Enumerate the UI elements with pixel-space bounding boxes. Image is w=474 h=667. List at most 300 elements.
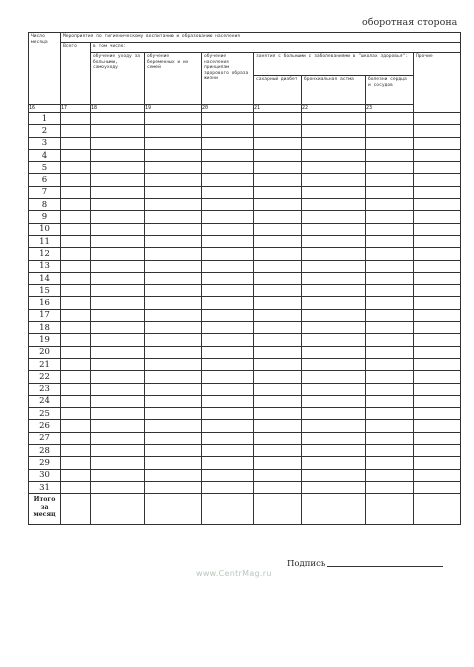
entry-cell[interactable] xyxy=(366,248,414,260)
entry-cell[interactable] xyxy=(414,260,461,272)
day-number: 9 xyxy=(29,211,61,223)
entry-cell[interactable] xyxy=(414,272,461,284)
entry-cell[interactable] xyxy=(302,149,366,161)
day-row xyxy=(29,445,461,457)
entry-cell[interactable] xyxy=(302,272,366,284)
entry-cell[interactable] xyxy=(414,309,461,321)
entry-cell[interactable] xyxy=(366,334,414,346)
entry-cell[interactable] xyxy=(202,371,254,383)
corner-label: оборотная сторона xyxy=(362,17,458,28)
entry-cell[interactable] xyxy=(145,297,202,309)
entry-cell[interactable] xyxy=(145,186,202,198)
entry-cell[interactable] xyxy=(414,322,461,334)
entry-cell[interactable] xyxy=(302,260,366,272)
day-row xyxy=(29,420,461,432)
day-number: 19 xyxy=(29,334,61,346)
day-number: 30 xyxy=(29,469,61,481)
entry-cell[interactable] xyxy=(145,235,202,247)
entry-cell[interactable] xyxy=(202,383,254,395)
entry-cell[interactable] xyxy=(202,457,254,469)
entry-cell[interactable] xyxy=(145,162,202,174)
entry-cell[interactable] xyxy=(302,457,366,469)
entry-cell[interactable] xyxy=(366,174,414,186)
entry-cell[interactable] xyxy=(414,334,461,346)
entry-cell[interactable] xyxy=(61,223,91,235)
entry-cell[interactable] xyxy=(202,235,254,247)
entry-cell[interactable] xyxy=(366,481,414,493)
entry-cell[interactable] xyxy=(302,358,366,370)
entry-cell[interactable] xyxy=(202,334,254,346)
entry-cell[interactable] xyxy=(202,125,254,137)
entry-cell[interactable] xyxy=(91,346,145,358)
entry-cell[interactable] xyxy=(202,309,254,321)
header-heart-disease: болезни сердца и сосудов xyxy=(366,76,414,105)
entry-cell[interactable] xyxy=(61,457,91,469)
entry-cell[interactable] xyxy=(302,346,366,358)
entry-cell[interactable] xyxy=(254,297,302,309)
entry-cell[interactable] xyxy=(145,223,202,235)
entry-cell[interactable] xyxy=(91,113,145,125)
entry-cell[interactable] xyxy=(61,162,91,174)
entry-cell[interactable] xyxy=(302,432,366,444)
entry-cell[interactable] xyxy=(61,469,91,481)
entry-cell[interactable] xyxy=(145,346,202,358)
entry-cell[interactable] xyxy=(254,334,302,346)
entry-cell[interactable] xyxy=(414,445,461,457)
entry-cell[interactable] xyxy=(61,322,91,334)
entry-cell[interactable] xyxy=(414,137,461,149)
day-number: 10 xyxy=(29,223,61,235)
entry-cell[interactable] xyxy=(302,408,366,420)
entry-cell[interactable] xyxy=(366,395,414,407)
entry-cell[interactable] xyxy=(91,211,145,223)
entry-cell[interactable] xyxy=(302,248,366,260)
entry-cell[interactable] xyxy=(302,285,366,297)
day-number: 27 xyxy=(29,432,61,444)
entry-cell[interactable] xyxy=(366,432,414,444)
entry-cell[interactable] xyxy=(61,481,91,493)
entry-cell[interactable] xyxy=(91,272,145,284)
entry-cell[interactable] xyxy=(366,125,414,137)
entry-cell[interactable] xyxy=(366,149,414,161)
day-number: 17 xyxy=(29,309,61,321)
entry-cell[interactable] xyxy=(302,211,366,223)
entry-cell[interactable] xyxy=(302,235,366,247)
entry-cell[interactable] xyxy=(202,199,254,211)
entry-cell[interactable] xyxy=(254,457,302,469)
entry-cell[interactable] xyxy=(91,260,145,272)
entry-cell[interactable] xyxy=(91,334,145,346)
entry-cell[interactable] xyxy=(414,113,461,125)
entry-cell[interactable] xyxy=(145,420,202,432)
entry-cell[interactable] xyxy=(202,322,254,334)
entry-cell[interactable] xyxy=(302,162,366,174)
entry-cell[interactable] xyxy=(61,137,91,149)
entry-cell[interactable] xyxy=(414,358,461,370)
column-number-row xyxy=(29,105,461,113)
entry-cell[interactable] xyxy=(366,285,414,297)
entry-cell[interactable] xyxy=(366,445,414,457)
entry-cell[interactable] xyxy=(302,371,366,383)
entry-cell[interactable] xyxy=(366,420,414,432)
entry-cell[interactable] xyxy=(202,358,254,370)
column-number: 16 xyxy=(29,105,61,113)
entry-cell[interactable] xyxy=(366,162,414,174)
entry-cell[interactable] xyxy=(414,285,461,297)
entry-cell[interactable] xyxy=(414,248,461,260)
entry-cell[interactable] xyxy=(202,469,254,481)
entry-cell[interactable] xyxy=(145,457,202,469)
entry-cell[interactable] xyxy=(254,174,302,186)
entry-cell[interactable] xyxy=(414,395,461,407)
entry-cell[interactable] xyxy=(254,371,302,383)
entry-cell[interactable] xyxy=(366,322,414,334)
column-number: 19 xyxy=(145,105,202,113)
entry-cell[interactable] xyxy=(61,432,91,444)
day-row xyxy=(29,149,461,161)
entry-cell[interactable] xyxy=(61,272,91,284)
entry-cell[interactable] xyxy=(202,211,254,223)
entry-cell[interactable] xyxy=(61,174,91,186)
entry-cell[interactable] xyxy=(302,113,366,125)
entry-cell[interactable] xyxy=(91,371,145,383)
entry-cell[interactable] xyxy=(91,149,145,161)
entry-cell[interactable] xyxy=(254,272,302,284)
entry-cell[interactable] xyxy=(202,149,254,161)
total-cell[interactable] xyxy=(254,494,302,525)
total-row xyxy=(29,494,461,525)
day-number: 2 xyxy=(29,125,61,137)
entry-cell[interactable] xyxy=(202,174,254,186)
entry-cell[interactable] xyxy=(202,395,254,407)
day-number: 31 xyxy=(29,481,61,493)
entry-cell[interactable] xyxy=(91,420,145,432)
entry-cell[interactable] xyxy=(414,235,461,247)
entry-cell[interactable] xyxy=(302,199,366,211)
entry-cell[interactable] xyxy=(366,469,414,481)
entry-cell[interactable] xyxy=(145,248,202,260)
entry-cell[interactable] xyxy=(61,395,91,407)
total-cell[interactable] xyxy=(61,494,91,525)
entry-cell[interactable] xyxy=(414,420,461,432)
entry-cell[interactable] xyxy=(202,346,254,358)
entry-cell[interactable] xyxy=(254,481,302,493)
entry-cell[interactable] xyxy=(414,432,461,444)
entry-cell[interactable] xyxy=(302,469,366,481)
entry-cell[interactable] xyxy=(414,186,461,198)
entry-cell[interactable] xyxy=(254,322,302,334)
entry-cell[interactable] xyxy=(254,420,302,432)
entry-cell[interactable] xyxy=(61,199,91,211)
entry-cell[interactable] xyxy=(414,174,461,186)
day-row xyxy=(29,395,461,407)
entry-cell[interactable] xyxy=(414,371,461,383)
entry-cell[interactable] xyxy=(254,186,302,198)
entry-cell[interactable] xyxy=(61,334,91,346)
entry-cell[interactable] xyxy=(254,309,302,321)
entry-cell[interactable] xyxy=(202,432,254,444)
entry-cell[interactable] xyxy=(254,113,302,125)
day-number: 26 xyxy=(29,420,61,432)
total-cell[interactable] xyxy=(302,494,366,525)
entry-cell[interactable] xyxy=(254,346,302,358)
day-number: 21 xyxy=(29,358,61,370)
entry-cell[interactable] xyxy=(91,469,145,481)
entry-cell[interactable] xyxy=(91,445,145,457)
entry-cell[interactable] xyxy=(254,408,302,420)
entry-cell[interactable] xyxy=(366,346,414,358)
entry-cell[interactable] xyxy=(366,260,414,272)
signature-label: Подпись xyxy=(287,559,326,569)
entry-cell[interactable] xyxy=(61,383,91,395)
entry-cell[interactable] xyxy=(254,199,302,211)
entry-cell[interactable] xyxy=(202,223,254,235)
entry-cell[interactable] xyxy=(414,199,461,211)
entry-cell[interactable] xyxy=(302,395,366,407)
entry-cell[interactable] xyxy=(61,113,91,125)
day-row xyxy=(29,346,461,358)
entry-cell[interactable] xyxy=(61,248,91,260)
entry-cell[interactable] xyxy=(61,358,91,370)
entry-cell[interactable] xyxy=(91,248,145,260)
entry-cell[interactable] xyxy=(61,309,91,321)
entry-cell[interactable] xyxy=(145,371,202,383)
entry-cell[interactable] xyxy=(91,199,145,211)
entry-cell[interactable] xyxy=(145,383,202,395)
column-number: 17 xyxy=(61,105,91,113)
entry-cell[interactable] xyxy=(254,235,302,247)
entry-cell[interactable] xyxy=(61,235,91,247)
entry-cell[interactable] xyxy=(145,358,202,370)
entry-cell[interactable] xyxy=(145,432,202,444)
entry-cell[interactable] xyxy=(91,174,145,186)
entry-cell[interactable] xyxy=(61,186,91,198)
entry-cell[interactable] xyxy=(302,137,366,149)
total-cell[interactable] xyxy=(202,494,254,525)
entry-cell[interactable] xyxy=(302,297,366,309)
entry-cell[interactable] xyxy=(61,297,91,309)
entry-cell[interactable] xyxy=(91,481,145,493)
entry-cell[interactable] xyxy=(202,113,254,125)
entry-cell[interactable] xyxy=(145,137,202,149)
entry-cell[interactable] xyxy=(202,420,254,432)
day-row xyxy=(29,334,461,346)
entry-cell[interactable] xyxy=(366,408,414,420)
entry-cell[interactable] xyxy=(91,358,145,370)
day-rows xyxy=(29,113,461,494)
entry-cell[interactable] xyxy=(302,223,366,235)
entry-cell[interactable] xyxy=(302,383,366,395)
entry-cell[interactable] xyxy=(254,260,302,272)
entry-cell[interactable] xyxy=(254,445,302,457)
day-row xyxy=(29,371,461,383)
entry-cell[interactable] xyxy=(91,162,145,174)
entry-cell[interactable] xyxy=(302,334,366,346)
entry-cell[interactable] xyxy=(202,481,254,493)
entry-cell[interactable] xyxy=(254,211,302,223)
entry-cell[interactable] xyxy=(202,162,254,174)
entry-cell[interactable] xyxy=(254,395,302,407)
entry-cell[interactable] xyxy=(366,358,414,370)
entry-cell[interactable] xyxy=(91,285,145,297)
entry-cell[interactable] xyxy=(145,445,202,457)
entry-cell[interactable] xyxy=(366,383,414,395)
entry-cell[interactable] xyxy=(366,211,414,223)
entry-cell[interactable] xyxy=(61,260,91,272)
entry-cell[interactable] xyxy=(366,186,414,198)
entry-cell[interactable] xyxy=(302,309,366,321)
entry-cell[interactable] xyxy=(91,395,145,407)
entry-cell[interactable] xyxy=(254,162,302,174)
entry-cell[interactable] xyxy=(366,297,414,309)
day-row xyxy=(29,248,461,260)
entry-cell[interactable] xyxy=(202,445,254,457)
total-cell[interactable] xyxy=(366,494,414,525)
entry-cell[interactable] xyxy=(302,186,366,198)
entry-cell[interactable] xyxy=(145,481,202,493)
entry-cell[interactable] xyxy=(254,285,302,297)
entry-cell[interactable] xyxy=(414,346,461,358)
entry-cell[interactable] xyxy=(202,297,254,309)
entry-cell[interactable] xyxy=(61,125,91,137)
entry-cell[interactable] xyxy=(202,408,254,420)
entry-cell[interactable] xyxy=(91,322,145,334)
entry-cell[interactable] xyxy=(91,309,145,321)
entry-cell[interactable] xyxy=(145,285,202,297)
day-number: 16 xyxy=(29,297,61,309)
entry-cell[interactable] xyxy=(414,297,461,309)
entry-cell[interactable] xyxy=(202,137,254,149)
entry-cell[interactable] xyxy=(61,420,91,432)
day-row xyxy=(29,285,461,297)
entry-cell[interactable] xyxy=(302,481,366,493)
entry-cell[interactable] xyxy=(145,174,202,186)
entry-cell[interactable] xyxy=(366,272,414,284)
day-number: 11 xyxy=(29,235,61,247)
entry-cell[interactable] xyxy=(366,113,414,125)
entry-cell[interactable] xyxy=(302,445,366,457)
day-row xyxy=(29,358,461,370)
column-number: 23 xyxy=(366,105,414,113)
entry-cell[interactable] xyxy=(145,199,202,211)
day-row xyxy=(29,297,461,309)
entry-cell[interactable] xyxy=(91,408,145,420)
entry-cell[interactable] xyxy=(145,260,202,272)
entry-cell[interactable] xyxy=(145,272,202,284)
entry-cell[interactable] xyxy=(254,125,302,137)
entry-cell[interactable] xyxy=(254,383,302,395)
entry-cell[interactable] xyxy=(254,149,302,161)
entry-cell[interactable] xyxy=(61,408,91,420)
entry-cell[interactable] xyxy=(414,211,461,223)
entry-cell[interactable] xyxy=(302,420,366,432)
entry-cell[interactable] xyxy=(302,125,366,137)
entry-cell[interactable] xyxy=(414,408,461,420)
entry-cell[interactable] xyxy=(414,457,461,469)
entry-cell[interactable] xyxy=(91,235,145,247)
day-row xyxy=(29,481,461,493)
entry-cell[interactable] xyxy=(302,322,366,334)
entry-cell[interactable] xyxy=(91,383,145,395)
entry-cell[interactable] xyxy=(145,211,202,223)
entry-cell[interactable] xyxy=(254,358,302,370)
entry-cell[interactable] xyxy=(414,383,461,395)
entry-cell[interactable] xyxy=(145,322,202,334)
day-number: 22 xyxy=(29,371,61,383)
day-row xyxy=(29,211,461,223)
entry-cell[interactable] xyxy=(414,469,461,481)
entry-cell[interactable] xyxy=(366,235,414,247)
entry-cell[interactable] xyxy=(61,445,91,457)
entry-cell[interactable] xyxy=(366,371,414,383)
entry-cell[interactable] xyxy=(145,309,202,321)
total-cell[interactable] xyxy=(145,494,202,525)
entry-cell[interactable] xyxy=(202,285,254,297)
entry-cell[interactable] xyxy=(202,272,254,284)
entry-cell[interactable] xyxy=(145,334,202,346)
entry-cell[interactable] xyxy=(91,223,145,235)
entry-cell[interactable] xyxy=(145,469,202,481)
entry-cell[interactable] xyxy=(254,223,302,235)
entry-cell[interactable] xyxy=(61,285,91,297)
entry-cell[interactable] xyxy=(414,223,461,235)
report-table xyxy=(28,32,461,525)
entry-cell[interactable] xyxy=(414,125,461,137)
day-number: 13 xyxy=(29,260,61,272)
entry-cell[interactable] xyxy=(91,297,145,309)
entry-cell[interactable] xyxy=(61,371,91,383)
entry-cell[interactable] xyxy=(366,309,414,321)
entry-cell[interactable] xyxy=(254,137,302,149)
entry-cell[interactable] xyxy=(414,481,461,493)
entry-cell[interactable] xyxy=(145,113,202,125)
entry-cell[interactable] xyxy=(91,457,145,469)
entry-cell[interactable] xyxy=(61,346,91,358)
entry-cell[interactable] xyxy=(366,199,414,211)
day-row xyxy=(29,113,461,125)
entry-cell[interactable] xyxy=(145,125,202,137)
entry-cell[interactable] xyxy=(202,260,254,272)
column-number: 21 xyxy=(254,105,302,113)
entry-cell[interactable] xyxy=(254,248,302,260)
total-cell[interactable] xyxy=(91,494,145,525)
entry-cell[interactable] xyxy=(61,211,91,223)
entry-cell[interactable] xyxy=(145,149,202,161)
entry-cell[interactable] xyxy=(414,149,461,161)
entry-cell[interactable] xyxy=(61,149,91,161)
entry-cell[interactable] xyxy=(366,223,414,235)
entry-cell[interactable] xyxy=(145,395,202,407)
entry-cell[interactable] xyxy=(414,162,461,174)
entry-cell[interactable] xyxy=(366,137,414,149)
entry-cell[interactable] xyxy=(302,174,366,186)
entry-cell[interactable] xyxy=(91,125,145,137)
entry-cell[interactable] xyxy=(202,186,254,198)
entry-cell[interactable] xyxy=(145,408,202,420)
entry-cell[interactable] xyxy=(254,432,302,444)
signature-line[interactable] xyxy=(327,566,443,567)
entry-cell[interactable] xyxy=(202,248,254,260)
entry-cell[interactable] xyxy=(254,469,302,481)
header-diabetes: сахарный диабет xyxy=(254,76,302,105)
day-row xyxy=(29,137,461,149)
entry-cell[interactable] xyxy=(366,457,414,469)
total-cell[interactable] xyxy=(414,494,461,525)
entry-cell[interactable] xyxy=(91,137,145,149)
entry-cell[interactable] xyxy=(91,432,145,444)
day-row xyxy=(29,309,461,321)
entry-cell[interactable] xyxy=(91,186,145,198)
